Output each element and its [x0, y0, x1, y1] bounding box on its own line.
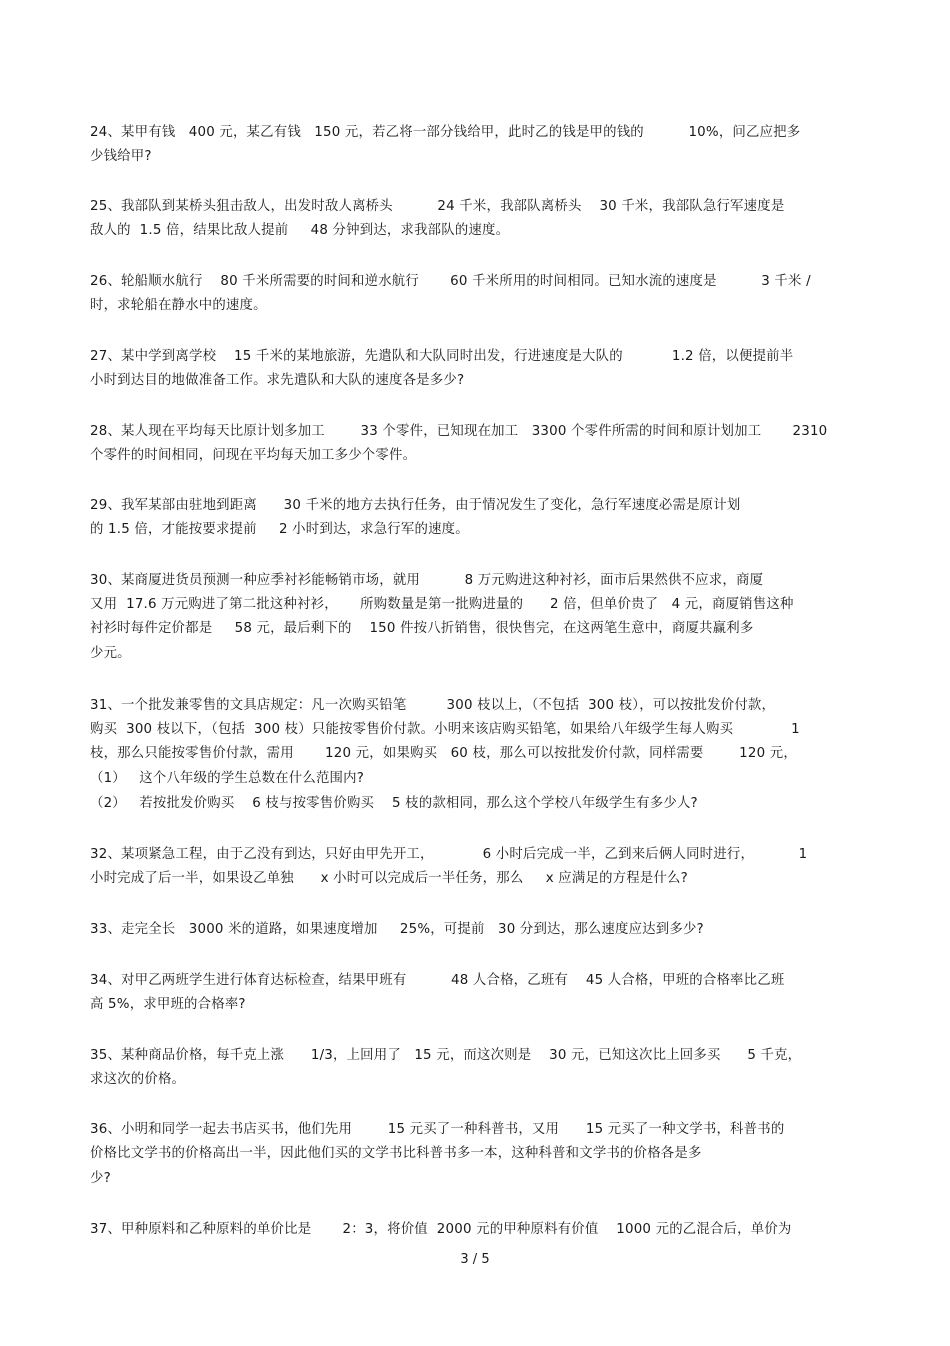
page-number: 3 / 5 — [460, 1252, 490, 1267]
problem-line: 衬衫时每件定价都是 58 元，最后剩下的 150 件按八折销售，很快售完，在这两笔生意中，商厦共赢利多 — [90, 621, 754, 636]
problem-line: 37、甲种原料和乙种原料的单价比是 2：3，将价值 2000 元的甲种原料有价值 1000 元的乙混合后，单价为 — [90, 1222, 792, 1237]
problem-line: 35、某种商品价格，每千克上涨 1/3，上回用了 15 元，而这次则是 30 元，已知这次比上回多买 5 千克， — [90, 1048, 802, 1063]
problem-line: 34、对甲乙两班学生进行体育达标检查，结果甲班有 48 人合格，乙班有 45 人合格，甲班的合格率比乙班 — [90, 973, 785, 988]
problem-line: 小时完成了后一半，如果设乙单独 x 小时可以完成后一半任务，那么 x 应满足的方程是什么? — [90, 871, 688, 886]
problem-line: 的 1.5 倍，才能按要求提前 2 小时到达，求急行军的速度。 — [90, 522, 469, 537]
problem-line: 少元。 — [90, 646, 131, 661]
problem-line: 又用 17.6 万元购进了第二批这种衬衫， 所购数量是第一批购进量的 2 倍，但单价贵了 4 元，商厦销售这种 — [90, 597, 794, 612]
problem-line: 求这次的价格。 — [90, 1072, 186, 1087]
problem-line: 26、轮船顺水航行 80 千米所需要的时间和逆水航行 60 千米所用的时间相同。已知水流的速度是 3 千米 / — [90, 274, 811, 289]
problem-line: 27、某中学到离学校 15 千米的某地旅游，先遣队和大队同时出发，行进速度是大队的 1.2 倍，以便提前半 — [90, 349, 794, 364]
problem-line: 32、某项紧急工程，由于乙没有到达，只好由甲先开工， 6 小时后完成一半，乙到来后俩人同时进行， 1 — [90, 847, 808, 862]
problem-line: 枝，那么只能按零售价付款，需用 120 元，如果购买 60 枝，那么可以按批发价付款，同样需要 120 元， — [90, 746, 797, 761]
problem-line: 少? — [90, 1171, 111, 1186]
sub-question-2: （2） 若按批发价购买 6 枝与按零售价购买 5 枝的款相同，那么这个学校八年级学生有多少人? — [90, 796, 698, 811]
sub-question-1: （1） 这个八年级的学生总数在什么范围内? — [90, 771, 365, 786]
problem-line: 时，求轮船在静水中的速度。 — [90, 298, 267, 313]
problem-line: 24、某甲有钱 400 元，某乙有钱 150 元，若乙将一部分钱给甲，此时乙的钱是甲的钱的 10%，问乙应把多 — [90, 125, 801, 140]
problem-line: 30、某商厦进货员预测一种应季衬衫能畅销市场，就用 8 万元购进这种衬衫，面市后果然供不应求，商厦 — [90, 573, 764, 588]
problem-line: 小时到达目的地做准备工作。求先遣队和大队的速度各是多少? — [90, 373, 465, 388]
problem-line: 29、我军某部由驻地到距离 30 千米的地方去执行任务，由于情况发生了变化，急行军速度必需是原计划 — [90, 498, 741, 513]
problem-line: 价格比文学书的价格高出一半，因此他们买的文学书比科普书多一本，这种科普和文学书的价格各是多 — [90, 1146, 702, 1161]
problem-line: 高 5%，求甲班的合格率? — [90, 997, 246, 1012]
problem-line: 31、一个批发兼零售的文具店规定：凡一次购买铅笔 300 枝以上，（不包括 300 枝），可以按批发价付款， — [90, 698, 776, 713]
problem-line: 33、走完全长 3000 米的道路，如果速度增加 25%，可提前 30 分到达，那么速度应达到多少? — [90, 922, 704, 937]
problem-line: 少钱给甲? — [90, 149, 152, 164]
problem-line: 25、我部队到某桥头狙击敌人，出发时敌人离桥头 24 千米，我部队离桥头 30 千米，我部队急行军速度是 — [90, 199, 785, 214]
problem-line: 敌人的 1.5 倍，结果比敌人提前 48 分钟到达，求我部队的速度。 — [90, 223, 510, 238]
problem-line: 个零件的时间相同，问现在平均每天加工多少个零件。 — [90, 448, 417, 463]
problem-line: 购买 300 枝以下，（包括 300 枝）只能按零售价付款。小明来该店购买铅笔，如果给八年级学生每人购买 1 — [90, 722, 800, 737]
problem-line: 36、小明和同学一起去书店买书，他们先用 15 元买了一种科普书，又用 15 元买了一种文学书，科普书的 — [90, 1122, 785, 1137]
problem-line: 28、某人现在平均每天比原计划多加工 33 个零件，已知现在加工 3300 个零件所需的时间和原计划加工 2310 — [90, 424, 828, 439]
